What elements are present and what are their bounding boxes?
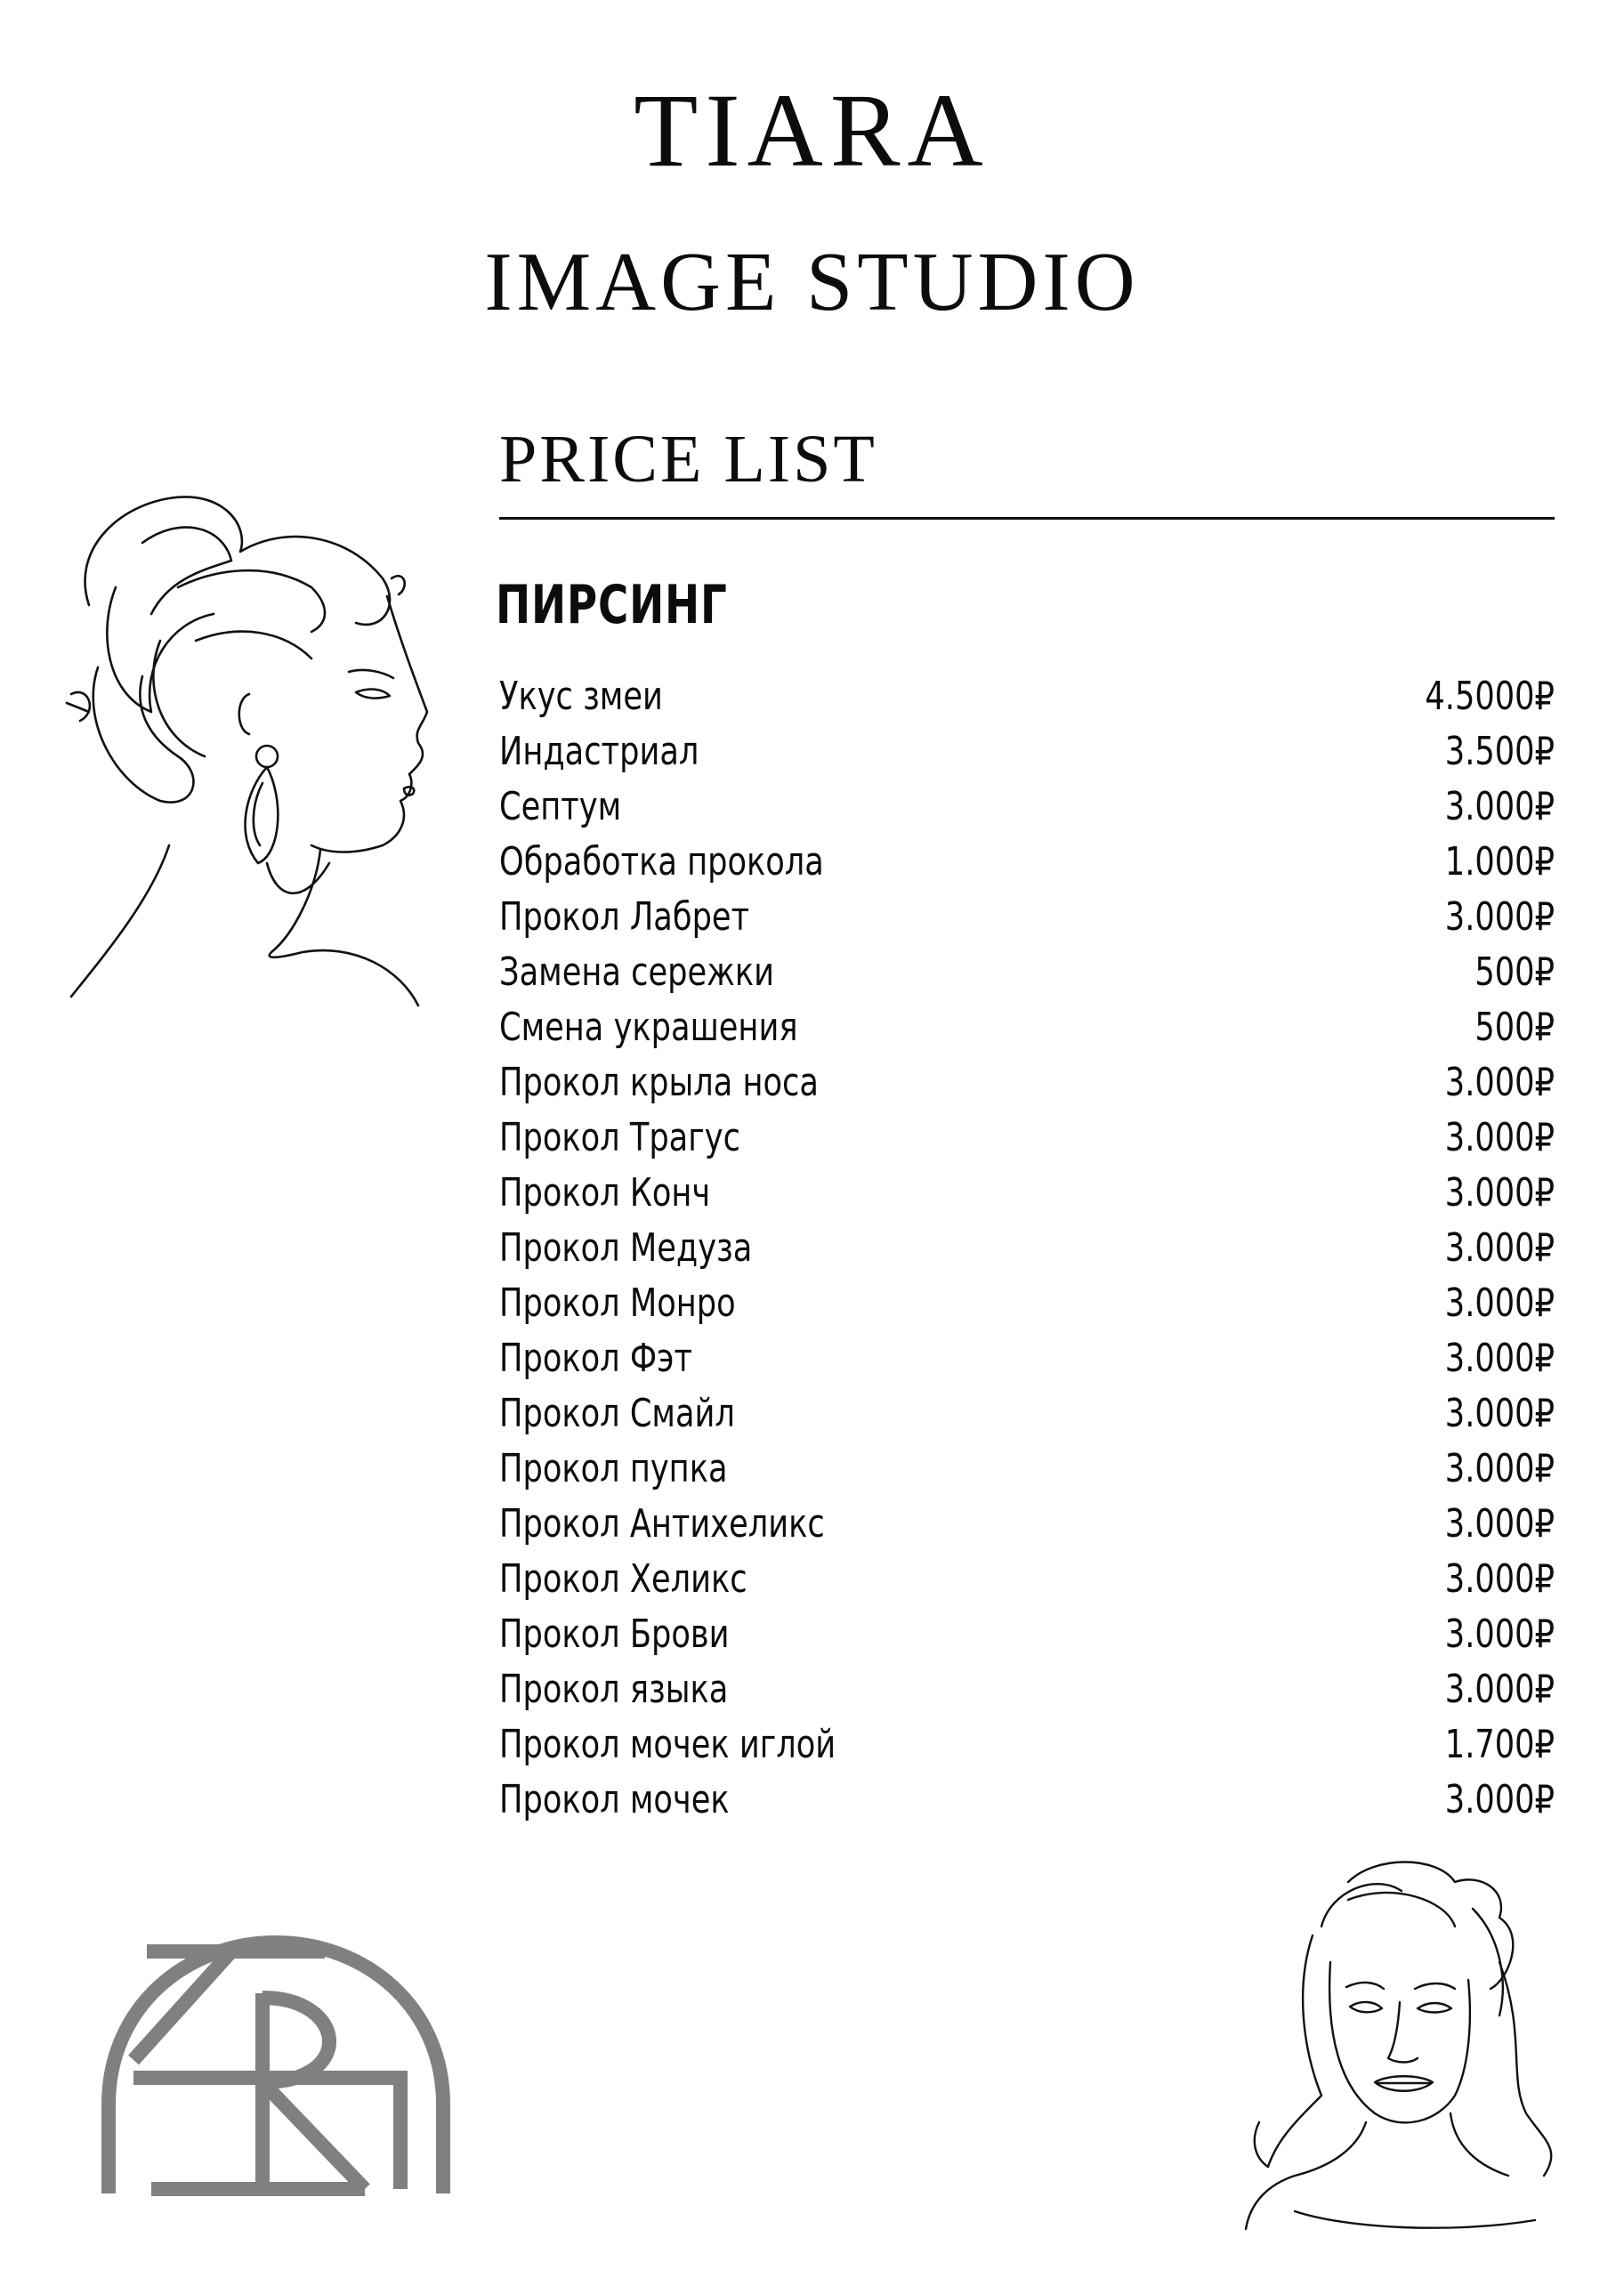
- item-price: 3.000₽: [1444, 1777, 1555, 1822]
- item-name: Прокол крыла носа: [499, 1060, 819, 1105]
- list-item: [499, 1662, 1555, 1717]
- item-price: 3.000₽: [1444, 894, 1555, 940]
- item-price: 4.5000₽: [1425, 674, 1555, 719]
- item-name: Септум: [499, 784, 622, 829]
- item-name: Прокол Медуза: [499, 1225, 753, 1271]
- item-name: Прокол пупка: [499, 1446, 728, 1491]
- list-item: [499, 669, 1555, 724]
- item-name: Прокол Смайл: [499, 1391, 735, 1436]
- item-price: 3.000₽: [1444, 1115, 1555, 1160]
- item-name: Прокол Фэт: [499, 1336, 692, 1381]
- item-name: Прокол мочек иглой: [499, 1722, 836, 1767]
- item-name: Прокол языка: [499, 1667, 729, 1712]
- item-price: 3.000₽: [1444, 1391, 1555, 1436]
- item-price: 3.000₽: [1444, 1667, 1555, 1712]
- item-price: 3.000₽: [1444, 1501, 1555, 1547]
- list-item: [499, 1442, 1555, 1497]
- item-price: 3.000₽: [1444, 1446, 1555, 1491]
- item-name: Прокол Конч: [499, 1170, 711, 1216]
- list-item: [499, 1111, 1555, 1166]
- item-name: Прокол Брови: [499, 1612, 730, 1657]
- list-item: [499, 945, 1555, 1000]
- item-price: 500₽: [1475, 1005, 1555, 1050]
- list-item: [499, 724, 1555, 780]
- list-item: [499, 1552, 1555, 1607]
- list-item: [499, 1607, 1555, 1662]
- heading-divider: [499, 517, 1555, 520]
- section-title: ПИРСИНГ: [496, 574, 728, 636]
- list-item: [499, 1000, 1555, 1055]
- list-item: [499, 1773, 1555, 1828]
- item-name: Обработка прокола: [499, 839, 824, 885]
- list-item: [499, 1276, 1555, 1331]
- brand-title: TIARA: [634, 72, 990, 189]
- item-price: 1.000₽: [1444, 839, 1555, 885]
- woman-face-line-art-icon: [1241, 1855, 1571, 2238]
- item-price: 3.000₽: [1444, 1612, 1555, 1657]
- item-price: 3.000₽: [1444, 1060, 1555, 1105]
- price-list-heading: PRICE LIST: [499, 422, 877, 497]
- item-name: Смена украшения: [499, 1005, 798, 1050]
- item-name: Прокол Лабрет: [499, 894, 750, 940]
- list-item: [499, 1331, 1555, 1386]
- list-item: [499, 1386, 1555, 1442]
- studio-subtitle: IMAGE STUDIO: [484, 236, 1140, 328]
- item-price: 3.500₽: [1444, 729, 1555, 774]
- item-price: 3.000₽: [1444, 1280, 1555, 1326]
- list-item: [499, 1221, 1555, 1276]
- item-price: 3.000₽: [1444, 1170, 1555, 1216]
- list-item: [499, 780, 1555, 835]
- list-item: [499, 835, 1555, 890]
- list-item: [499, 1166, 1555, 1221]
- item-price: 500₽: [1475, 949, 1555, 995]
- item-name: Индастриал: [499, 729, 699, 774]
- item-name: Укус змеи: [499, 674, 663, 719]
- item-price: 3.000₽: [1444, 1225, 1555, 1271]
- item-price: 3.000₽: [1444, 1556, 1555, 1602]
- list-item: [499, 1497, 1555, 1552]
- item-name: Прокол Антихеликс: [499, 1501, 825, 1547]
- item-price: 3.000₽: [1444, 784, 1555, 829]
- item-name: Прокол Хеликс: [499, 1556, 747, 1602]
- item-price: 1.700₽: [1444, 1722, 1555, 1767]
- item-name: Замена сережки: [499, 949, 774, 995]
- item-name: Прокол Монро: [499, 1280, 736, 1326]
- list-item: [499, 1717, 1555, 1773]
- item-price: 3.000₽: [1444, 1336, 1555, 1381]
- monogram-logo-icon: [98, 1935, 454, 2198]
- item-name: Прокол Трагус: [499, 1115, 740, 1160]
- woman-profile-line-art-icon: [62, 489, 436, 1014]
- item-name: Прокол мочек: [499, 1777, 730, 1822]
- list-item: [499, 1055, 1555, 1111]
- list-item: [499, 890, 1555, 945]
- price-list: [499, 669, 1555, 1828]
